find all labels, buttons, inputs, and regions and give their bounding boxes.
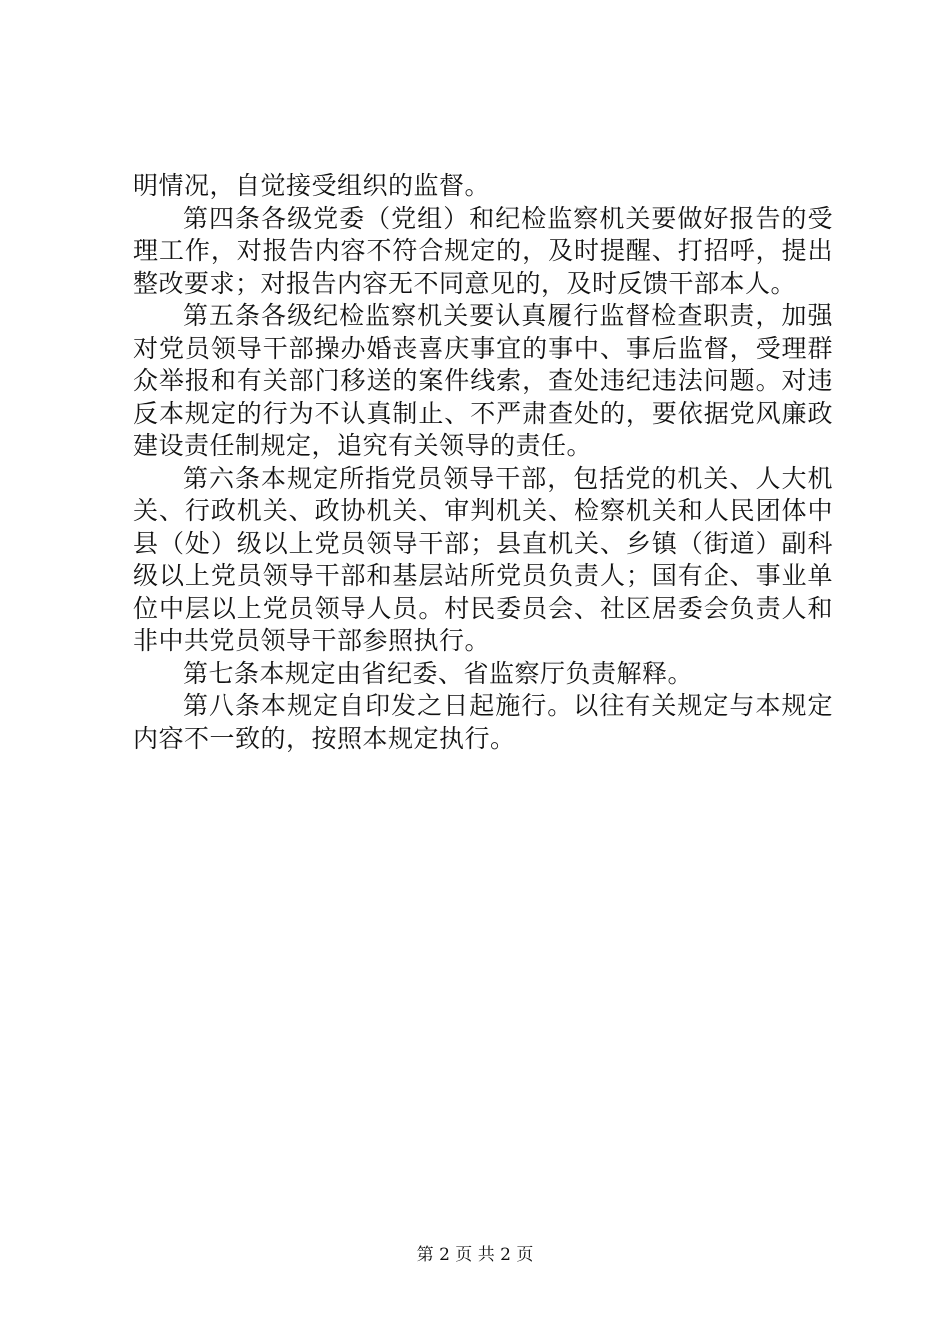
page-number: 第 2 页 共 2 页 <box>416 1245 534 1265</box>
paragraph-article-7: 第七条本规定由省纪委、省监察厅负责解释。 <box>183 658 694 688</box>
paragraph-article-5: 第五条各级纪检监察机关要认真履行监督检查职责，加强对党员领导干部操办婚丧喜庆事宜的事中、事后监督，受理群众举报和有关部门移送的案件线索，查处违纪违法问题。对违反本规定的行为不认真制止、不严肃查处的，要依据党风廉政建设责任制规定，追究有关领导的责任。 <box>133 301 833 460</box>
paragraph-article-4: 第四条各级党委（党组）和纪检监察机关要做好报告的受理工作，对报告内容不符合规定的，及时提醒、打招呼，提出整改要求；对报告内容无不同意见的，及时反馈干部本人。 <box>133 203 833 298</box>
page-footer <box>0 1244 950 1266</box>
document-body <box>133 170 833 755</box>
paragraph-continuation: 明情况，自觉接受组织的监督。 <box>133 171 491 200</box>
paragraph-article-6: 第六条本规定所指党员领导干部，包括党的机关、人大机关、行政机关、政协机关、审判机关、检察机关和人民团体中县（处）级以上党员领导干部；县直机关、乡镇（街道）副科级以上党员领导干部和基层站所党员负责人；国有企、事业单位中层以上党员领导人员。村民委员会、社区居委会负责人和非中共党员领导干部参照执行。 <box>133 463 833 655</box>
paragraph-article-8: 第八条本规定自印发之日起施行。以往有关规定与本规定内容不一致的，按照本规定执行。 <box>133 691 833 753</box>
